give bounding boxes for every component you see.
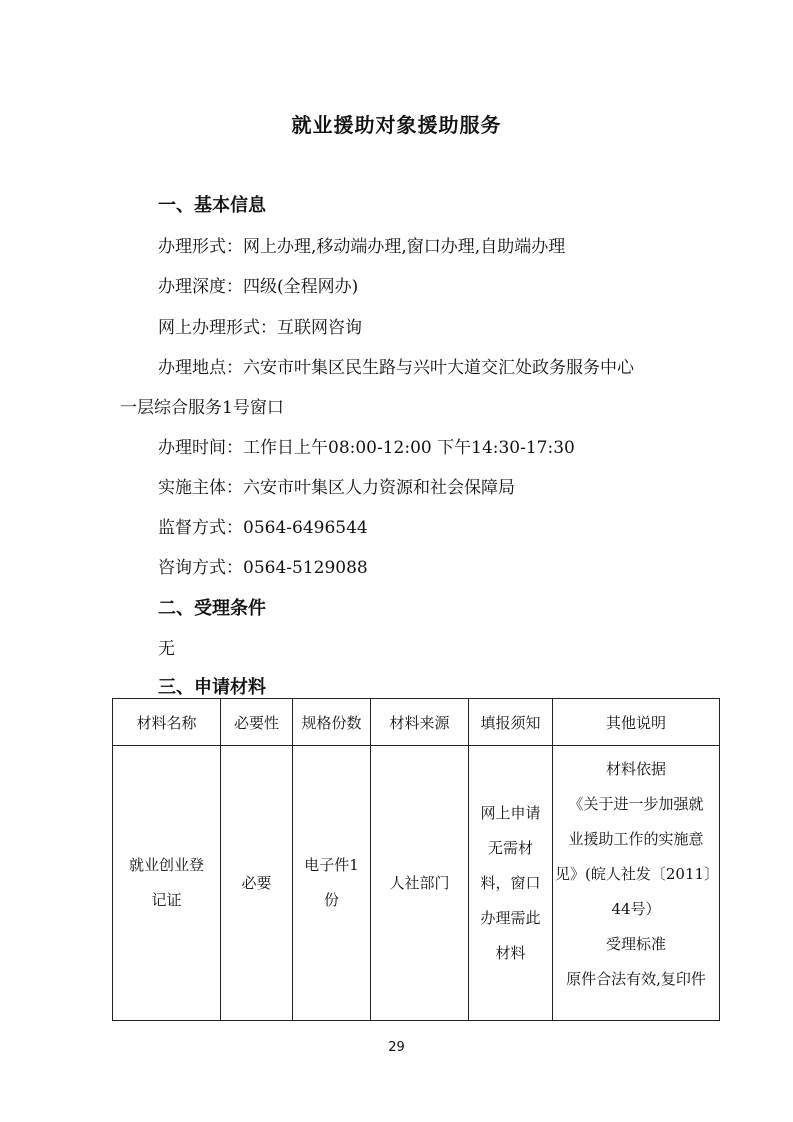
info-line-online-form: 网上办理形式：互联网咨询 bbox=[158, 318, 362, 338]
cell-material-name bbox=[113, 746, 221, 1021]
cell-text: 网上申请 bbox=[480, 803, 541, 822]
page-title: 就业援助对象援助服务 bbox=[291, 113, 502, 137]
cell-spec bbox=[293, 746, 371, 1021]
cell-text: 份 bbox=[323, 891, 339, 909]
table-header-row bbox=[113, 699, 720, 746]
cell-text: 电子件1 bbox=[304, 856, 359, 874]
cell-necessity bbox=[221, 746, 293, 1021]
cell-text: 44号） bbox=[611, 900, 661, 918]
table-row bbox=[113, 746, 720, 1021]
section-heading-basic-info: 一、基本信息 bbox=[158, 195, 266, 216]
header-spec: 规格份数 bbox=[293, 699, 371, 746]
cell-text: 材料 bbox=[495, 943, 526, 962]
cell-text: 料，窗口 bbox=[480, 873, 541, 892]
cell-text: 材料依据 bbox=[605, 760, 666, 778]
cell-text: 办理需此 bbox=[480, 908, 541, 927]
cell-text: 见》(皖人社发〔2011〕 bbox=[555, 865, 720, 883]
info-line-implementer: 实施主体：六安市叶集区人力资源和社会保障局 bbox=[158, 478, 515, 498]
section-heading-materials: 三、申请材料 bbox=[158, 677, 266, 698]
header-other: 其他说明 bbox=[553, 699, 720, 746]
materials-table bbox=[112, 698, 720, 1021]
page-number: 29 bbox=[388, 1040, 405, 1055]
header-material-name: 材料名称 bbox=[113, 699, 221, 746]
info-line-consultation: 咨询方式：0564-5129088 bbox=[158, 558, 368, 578]
cell-text: 无需材 bbox=[487, 838, 533, 857]
cell-text: 就业创业登 bbox=[128, 856, 204, 874]
info-line-handling-depth: 办理深度：四级(全程网办) bbox=[158, 277, 359, 297]
info-line-supervision: 监督方式：0564-6496544 bbox=[158, 518, 368, 538]
cell-text: 业援助工作的实施意 bbox=[568, 830, 704, 848]
cell-text: 《关于进一步加强就 bbox=[568, 795, 704, 813]
header-notice: 填报须知 bbox=[469, 699, 553, 746]
cell-source bbox=[371, 746, 469, 1021]
cell-text: 人社部门 bbox=[389, 873, 450, 892]
cell-text: 记证 bbox=[151, 891, 182, 909]
info-line-hours: 办理时间：工作日上午08:00-12:00 下午14:30-17:30 bbox=[158, 438, 575, 458]
info-line-location: 办理地点：六安市叶集区民生路与兴叶大道交汇处政务服务中心 bbox=[158, 358, 634, 378]
section-heading-conditions: 二、受理条件 bbox=[158, 598, 266, 619]
header-source: 材料来源 bbox=[371, 699, 469, 746]
header-necessity: 必要性 bbox=[221, 699, 293, 746]
cell-text: 原件合法有效,复印件 bbox=[566, 970, 706, 988]
info-line-location-cont: 一层综合服务1号窗口 bbox=[120, 398, 284, 418]
cell-text: 必要 bbox=[241, 873, 272, 892]
cell-text: 受理标准 bbox=[605, 935, 666, 953]
conditions-text: 无 bbox=[158, 639, 175, 659]
info-line-handling-form: 办理形式：网上办理,移动端办理,窗口办理,自助端办理 bbox=[158, 237, 566, 257]
cell-notice bbox=[469, 746, 553, 1021]
cell-other bbox=[553, 746, 720, 1021]
